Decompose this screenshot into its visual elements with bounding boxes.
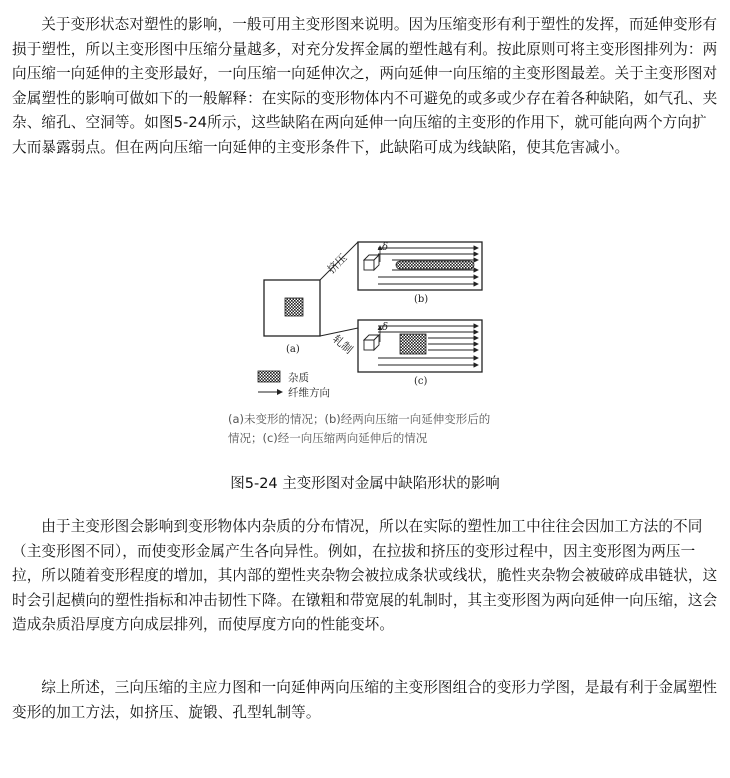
subcaption-line-1: (a)未变形的情况；(b)经两向压缩一向延伸变形后的 bbox=[228, 412, 491, 426]
label-c: (c) bbox=[414, 376, 428, 387]
delta-label-b: δ bbox=[382, 242, 389, 253]
cube-b bbox=[364, 255, 379, 270]
figure-title: 图5-24 主变形图对金属中缺陷形状的影响 bbox=[230, 476, 500, 492]
label-roll: 轧制 bbox=[330, 332, 356, 357]
paragraph-1: 关于变形状态对塑性的影响，一般可用主变形图来说明。因为压缩变形有利于塑性的发挥，而延伸变形有损于塑性，所以主变形图中压缩分量越多，对充分发挥金属的塑性越有利。按此原则可将主变形图排列为：两向压缩一向延伸的主变形最好，一向压缩一向延伸次之，两向延伸一向压缩的主变形图最差。关于主变形图对金属塑性的影响可做如下的一般解释：在实际的变形物体内不可避免的或多或少存在着各种缺陷，如气孔、夹杂、缩孔、空洞等。如图5-24所示，这些缺陷在两向延伸一向压缩的主变形的作用下，就可能向两个方向扩大而暴露弱点。但在两向压缩一向延伸的主变形条件下，此缺陷可成为线缺陷，使其危害减小。 bbox=[12, 16, 718, 156]
legend-impurity-label: 杂质 bbox=[288, 372, 309, 384]
delta-label-c: δ bbox=[382, 322, 389, 333]
paragraph-2: 由于主变形图会影响到变形物体内杂质的分布情况，所以在实际的塑性加工中往往会因加工方法的不同（主变形图不同），而使变形金属产生各向异性。例如，在拉拔和挤压的变形过程中，因主变形图为两压一拉，所以随着变形程度的增加，其内部的塑性夹杂物会被拉成条状或线状，脆性夹杂物会被破碎成串链状，这时会引起横向的塑性指标和冲击韧性下降。在镦粗和带宽展的轧制时，其主变形图为两向延伸一向压缩，这会造成杂质沿厚度方向成层排列，而使厚度方向的性能变坏。 bbox=[12, 518, 718, 633]
figure-subcaption bbox=[228, 410, 558, 448]
subcaption-line-2: 情况；(c)经一向压缩两向延伸后的情况 bbox=[228, 431, 428, 445]
label-b: (b) bbox=[414, 294, 429, 305]
paragraph-3: 综上所述，三向压缩的主应力图和一向延伸两向压缩的主变形图组合的变形力学图，是最有利于金属塑性变形的加工方法，如挤压、旋锻、孔型轧制等。 bbox=[12, 679, 718, 721]
label-extrude: 挤压 bbox=[324, 251, 350, 277]
impurity-stretched bbox=[396, 261, 474, 269]
label-a: (a) bbox=[286, 344, 300, 355]
cube-c bbox=[364, 335, 379, 350]
legend-impurity-swatch bbox=[258, 371, 280, 382]
impurity-flattened bbox=[400, 334, 426, 354]
impurity-original bbox=[285, 298, 303, 316]
legend-fiber-label: 纤维方向 bbox=[288, 387, 330, 399]
